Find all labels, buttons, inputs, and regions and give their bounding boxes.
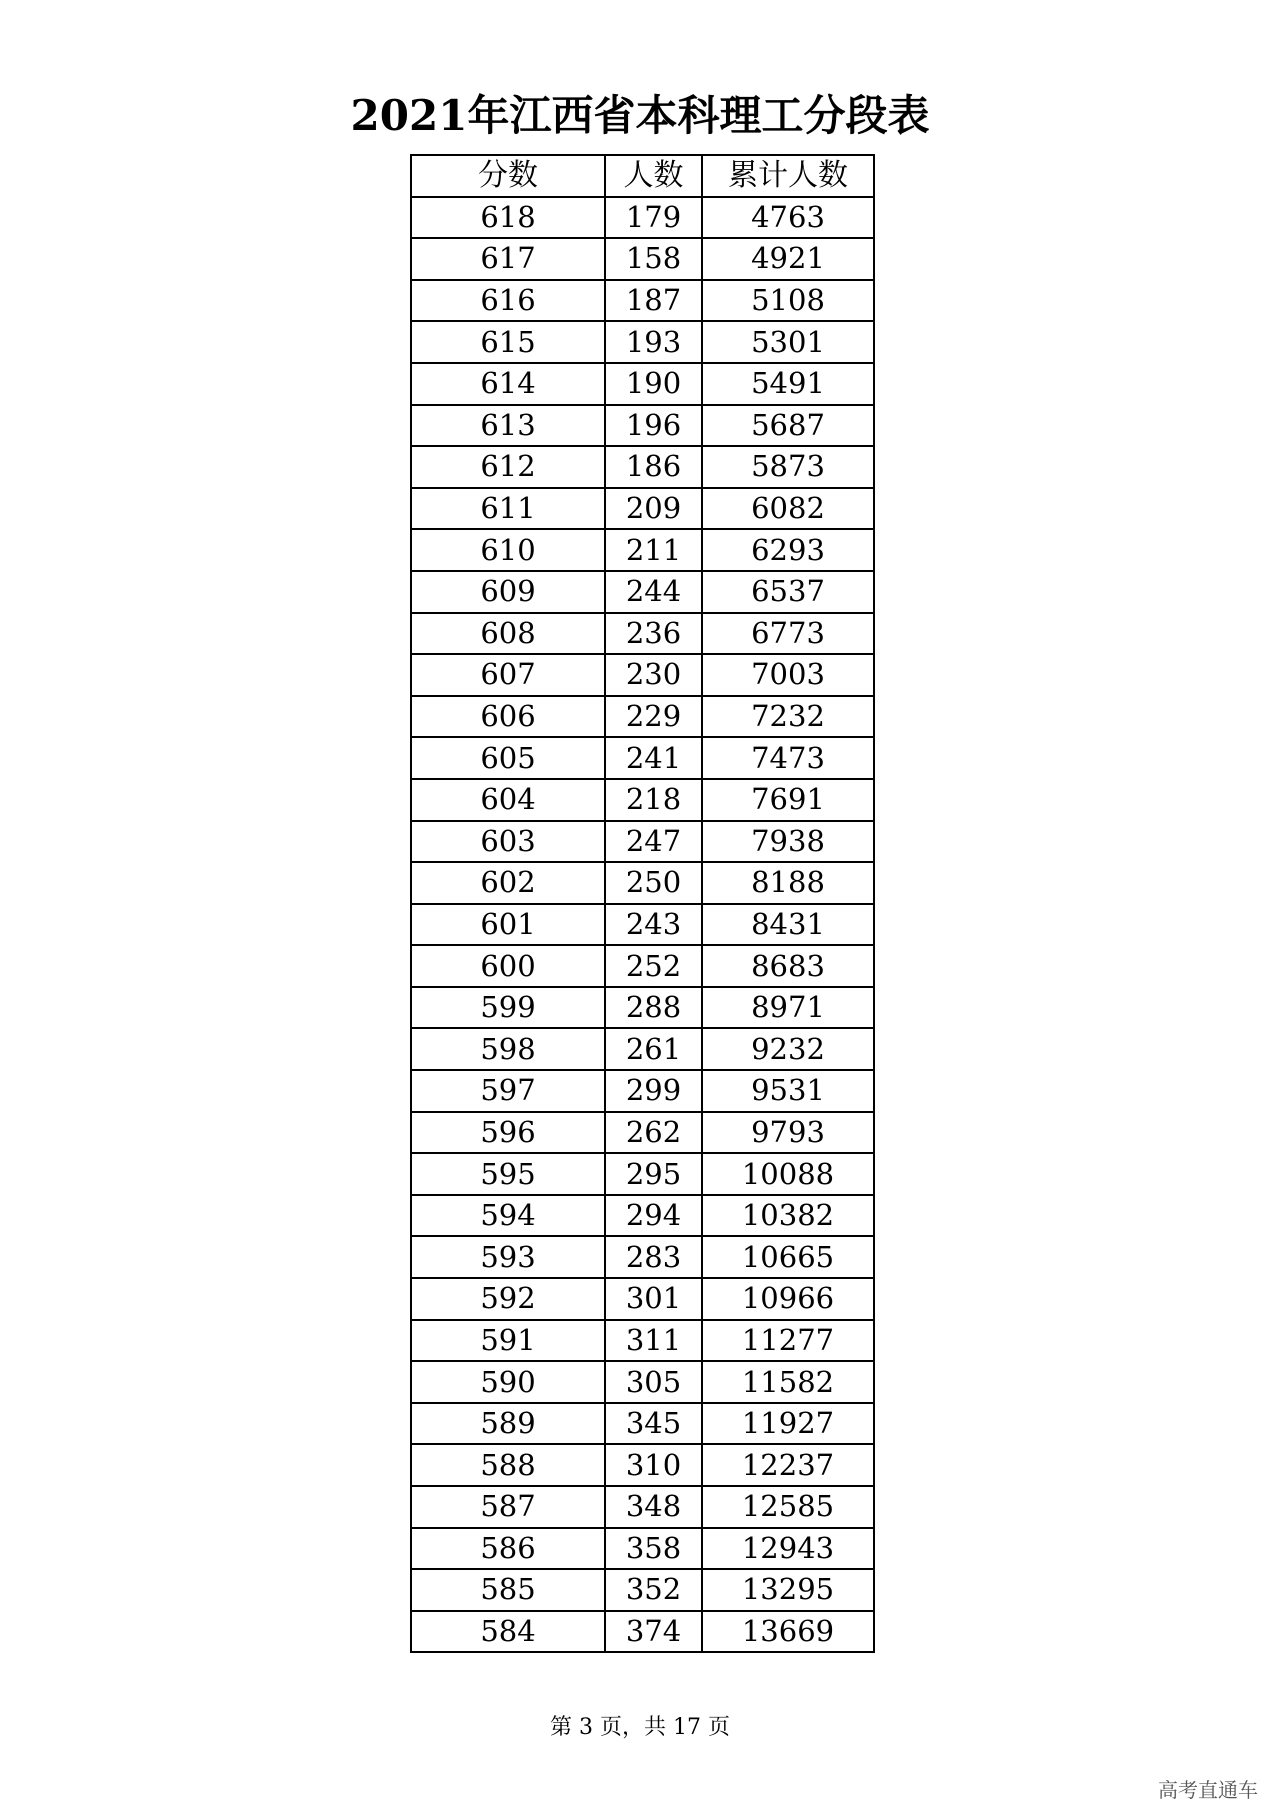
cell-cumulative: 11927 [702, 1403, 874, 1445]
table-row [411, 1444, 874, 1486]
cell-count: 252 [605, 945, 702, 987]
cell-cumulative: 9531 [702, 1070, 874, 1112]
table-row [411, 1236, 874, 1278]
cell-count: 244 [605, 571, 702, 613]
table-row [411, 1320, 874, 1362]
cell-score: 594 [411, 1195, 605, 1237]
cell-score: 615 [411, 321, 605, 363]
cell-count: 247 [605, 821, 702, 863]
page-title: 2021年江西省本科理工分段表 [350, 91, 930, 140]
cell-cumulative: 7003 [702, 654, 874, 696]
cell-count: 179 [605, 197, 702, 239]
cell-cumulative: 13295 [702, 1569, 874, 1611]
cell-score: 614 [411, 363, 605, 405]
cell-count: 348 [605, 1486, 702, 1528]
cell-count: 358 [605, 1528, 702, 1570]
table-row [411, 1486, 874, 1528]
cell-count: 250 [605, 862, 702, 904]
cell-count: 209 [605, 488, 702, 530]
cell-cumulative: 8971 [702, 987, 874, 1029]
cell-score: 617 [411, 238, 605, 280]
table-row [411, 737, 874, 779]
table-row [411, 321, 874, 363]
cell-cumulative: 4763 [702, 197, 874, 239]
cell-cumulative: 6293 [702, 529, 874, 571]
cell-count: 211 [605, 529, 702, 571]
cell-cumulative: 5108 [702, 280, 874, 322]
header-score: 分数 [411, 155, 605, 197]
table-row [411, 1611, 874, 1653]
cell-cumulative: 12585 [702, 1486, 874, 1528]
header-count: 人数 [605, 155, 702, 197]
table-row [411, 654, 874, 696]
page-footer: 第 3 页，共 17 页 [550, 1715, 730, 1740]
cell-cumulative: 10665 [702, 1236, 874, 1278]
table-row [411, 1361, 874, 1403]
table-row [411, 1112, 874, 1154]
table-row [411, 1403, 874, 1445]
table-row [411, 1070, 874, 1112]
cell-score: 586 [411, 1528, 605, 1570]
cell-score: 609 [411, 571, 605, 613]
table-row [411, 1028, 874, 1070]
cell-cumulative: 8188 [702, 862, 874, 904]
table-row [411, 446, 874, 488]
table-row [411, 945, 874, 987]
cell-cumulative: 5873 [702, 446, 874, 488]
cell-score: 595 [411, 1153, 605, 1195]
cell-count: 283 [605, 1236, 702, 1278]
cell-cumulative: 12943 [702, 1528, 874, 1570]
cell-cumulative: 10966 [702, 1278, 874, 1320]
cell-count: 187 [605, 280, 702, 322]
cell-score: 603 [411, 821, 605, 863]
cell-cumulative: 8431 [702, 904, 874, 946]
table-row [411, 1278, 874, 1320]
cell-score: 591 [411, 1320, 605, 1362]
cell-score: 604 [411, 779, 605, 821]
cell-count: 305 [605, 1361, 702, 1403]
cell-score: 589 [411, 1403, 605, 1445]
cell-score: 611 [411, 488, 605, 530]
cell-count: 230 [605, 654, 702, 696]
cell-count: 345 [605, 1403, 702, 1445]
cell-cumulative: 9232 [702, 1028, 874, 1070]
table-row [411, 1195, 874, 1237]
cell-score: 597 [411, 1070, 605, 1112]
cell-count: 236 [605, 613, 702, 655]
cell-count: 193 [605, 321, 702, 363]
cell-cumulative: 5491 [702, 363, 874, 405]
cell-cumulative: 6082 [702, 488, 874, 530]
cell-score: 588 [411, 1444, 605, 1486]
cell-cumulative: 11277 [702, 1320, 874, 1362]
table-header-row [411, 155, 874, 197]
cell-cumulative: 6537 [702, 571, 874, 613]
cell-count: 301 [605, 1278, 702, 1320]
table-row [411, 904, 874, 946]
cell-score: 606 [411, 696, 605, 738]
cell-count: 229 [605, 696, 702, 738]
cell-count: 186 [605, 446, 702, 488]
cell-score: 618 [411, 197, 605, 239]
table-row [411, 779, 874, 821]
cell-score: 610 [411, 529, 605, 571]
cell-count: 261 [605, 1028, 702, 1070]
cell-count: 310 [605, 1444, 702, 1486]
table-row [411, 696, 874, 738]
table-row [411, 1153, 874, 1195]
cell-count: 374 [605, 1611, 702, 1653]
cell-count: 196 [605, 405, 702, 447]
cell-count: 352 [605, 1569, 702, 1611]
cell-count: 288 [605, 987, 702, 1029]
cell-score: 596 [411, 1112, 605, 1154]
cell-score: 590 [411, 1361, 605, 1403]
cell-score: 602 [411, 862, 605, 904]
cell-score: 607 [411, 654, 605, 696]
cell-cumulative: 9793 [702, 1112, 874, 1154]
cell-score: 585 [411, 1569, 605, 1611]
score-distribution-table [410, 154, 875, 1653]
cell-count: 243 [605, 904, 702, 946]
cell-score: 608 [411, 613, 605, 655]
table-row [411, 363, 874, 405]
cell-cumulative: 6773 [702, 613, 874, 655]
cell-score: 584 [411, 1611, 605, 1653]
table-row [411, 1569, 874, 1611]
cell-count: 241 [605, 737, 702, 779]
cell-cumulative: 7473 [702, 737, 874, 779]
cell-score: 612 [411, 446, 605, 488]
cell-cumulative: 5301 [702, 321, 874, 363]
cell-cumulative: 7691 [702, 779, 874, 821]
cell-cumulative: 8683 [702, 945, 874, 987]
cell-score: 598 [411, 1028, 605, 1070]
cell-count: 294 [605, 1195, 702, 1237]
table-row [411, 280, 874, 322]
cell-score: 613 [411, 405, 605, 447]
watermark: 高考直通车 [1158, 1778, 1258, 1802]
cell-score: 601 [411, 904, 605, 946]
cell-score: 593 [411, 1236, 605, 1278]
cell-score: 599 [411, 987, 605, 1029]
table-row [411, 571, 874, 613]
table-row [411, 821, 874, 863]
cell-count: 311 [605, 1320, 702, 1362]
cell-score: 605 [411, 737, 605, 779]
cell-count: 295 [605, 1153, 702, 1195]
cell-cumulative: 7938 [702, 821, 874, 863]
cell-cumulative: 5687 [702, 405, 874, 447]
cell-cumulative: 4921 [702, 238, 874, 280]
table-row [411, 488, 874, 530]
cell-cumulative: 13669 [702, 1611, 874, 1653]
table-row [411, 405, 874, 447]
cell-count: 262 [605, 1112, 702, 1154]
table-row [411, 197, 874, 239]
cell-count: 218 [605, 779, 702, 821]
cell-cumulative: 10382 [702, 1195, 874, 1237]
cell-count: 158 [605, 238, 702, 280]
table-row [411, 1528, 874, 1570]
table-row [411, 862, 874, 904]
table-row [411, 613, 874, 655]
cell-score: 592 [411, 1278, 605, 1320]
cell-cumulative: 10088 [702, 1153, 874, 1195]
cell-score: 600 [411, 945, 605, 987]
cell-count: 299 [605, 1070, 702, 1112]
cell-cumulative: 7232 [702, 696, 874, 738]
cell-count: 190 [605, 363, 702, 405]
header-cumulative: 累计人数 [702, 155, 874, 197]
cell-score: 587 [411, 1486, 605, 1528]
cell-cumulative: 12237 [702, 1444, 874, 1486]
cell-cumulative: 11582 [702, 1361, 874, 1403]
cell-score: 616 [411, 280, 605, 322]
table-row [411, 238, 874, 280]
table-row [411, 529, 874, 571]
table-body [411, 197, 874, 1653]
table-row [411, 987, 874, 1029]
